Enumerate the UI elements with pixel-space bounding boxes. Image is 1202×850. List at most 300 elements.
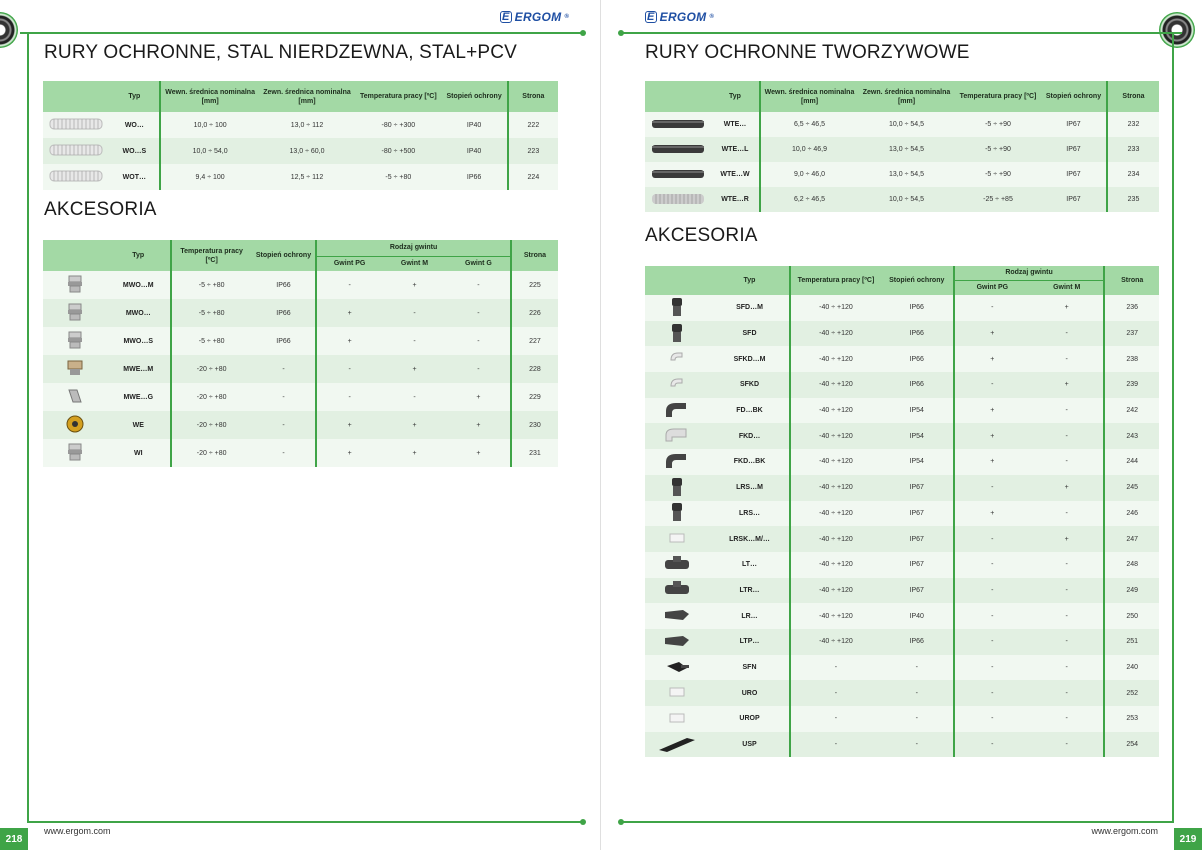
pg-cell: - [954, 295, 1030, 321]
temperature-header: Temperatura pracy [ºC] [955, 81, 1041, 112]
product-image-cell [43, 327, 107, 355]
stop-cell: IP40 [442, 112, 508, 138]
strona-cell: 243 [1104, 423, 1159, 449]
temp-cell: -80 ÷ +500 [355, 138, 441, 164]
m-cell: + [1030, 295, 1104, 321]
typ-cell: SFKD…M [710, 346, 790, 372]
strona-cell: 244 [1104, 449, 1159, 475]
strona-cell: 237 [1104, 321, 1159, 347]
temp-cell: -40 ÷ +120 [790, 501, 881, 527]
footer-rule [27, 821, 583, 823]
strona-cell: 234 [1107, 162, 1159, 187]
pipes-table [43, 81, 558, 190]
zewn-cell: 13,0 ÷ 112 [259, 112, 355, 138]
header-rule [20, 32, 583, 34]
stop-cell: - [881, 732, 954, 758]
product-image-cell [645, 372, 710, 398]
g-cell: - [447, 271, 511, 299]
thread-m-header: Gwint M [1030, 280, 1104, 295]
holder-thumbnail [663, 658, 691, 676]
elbow-gland-thumbnail [65, 386, 85, 408]
table-row [43, 411, 558, 439]
strona-cell: 247 [1104, 526, 1159, 552]
temp-cell: -20 ÷ +80 [171, 383, 252, 411]
cable-gland-icon [1159, 12, 1195, 48]
page-number: 218 [0, 828, 28, 850]
typ-cell: WTE…W [711, 162, 760, 187]
stop-cell: IP66 [881, 321, 954, 347]
metal-gland-thumbnail [65, 302, 85, 324]
zewn-cell: 10,0 ÷ 54,5 [858, 112, 955, 137]
m-cell: - [1030, 321, 1104, 347]
product-image-cell [645, 398, 710, 424]
page-ref-header: Strona [1107, 81, 1159, 112]
table-row [43, 383, 558, 411]
strona-cell: 242 [1104, 398, 1159, 424]
pg-cell: - [954, 552, 1030, 578]
product-image-cell [645, 112, 711, 137]
yellow-gland-thumbnail [65, 414, 85, 436]
strona-cell: 252 [1104, 680, 1159, 706]
table-row [645, 475, 1159, 501]
temp-cell: -5 ÷ +90 [955, 137, 1041, 162]
white-hose-thumbnail [49, 117, 103, 133]
strona-cell: 251 [1104, 629, 1159, 655]
typ-cell: URO [710, 680, 790, 706]
stop-cell: - [252, 411, 316, 439]
product-image-cell [645, 732, 710, 758]
table-row [645, 629, 1159, 655]
g-cell: - [447, 327, 511, 355]
metal-gland-thumbnail [65, 274, 85, 296]
strona-cell: 225 [511, 271, 558, 299]
metal-gland-thumbnail [65, 330, 85, 352]
temp-cell: -5 ÷ +80 [355, 164, 441, 190]
strona-cell: 254 [1104, 732, 1159, 758]
typ-cell: LTP… [710, 629, 790, 655]
typ-cell: LRS…M [710, 475, 790, 501]
m-cell: - [382, 383, 447, 411]
strona-cell: 230 [511, 411, 558, 439]
temp-cell: - [790, 655, 881, 681]
typ-cell: WTE… [711, 112, 760, 137]
typ-cell: WO… [109, 112, 160, 138]
product-image-cell [645, 655, 710, 681]
right-page [601, 0, 1202, 850]
typ-cell: MWE…M [107, 355, 171, 383]
table-row [645, 501, 1159, 527]
page-ref-header: Strona [511, 240, 558, 271]
image-header [43, 240, 107, 271]
thread-type-header: Rodzaj gwintu [316, 240, 511, 256]
temperature-header: Temperatura pracy [ºC] [790, 266, 881, 295]
m-cell: - [1030, 578, 1104, 604]
m-cell: - [382, 327, 447, 355]
table-row [645, 449, 1159, 475]
protection-header: Stopień ochrony [881, 266, 954, 295]
table-row [645, 162, 1159, 187]
light-elbow-thumbnail [664, 425, 690, 447]
table-row [645, 578, 1159, 604]
brand-logo: E ERGOM ® [647, 10, 715, 24]
stop-cell: - [252, 439, 316, 467]
product-image-cell [645, 475, 710, 501]
temp-cell: -20 ÷ +80 [171, 439, 252, 467]
footer-rule-dot [618, 819, 624, 825]
table-row [645, 112, 1159, 137]
temp-cell: -40 ÷ +120 [790, 449, 881, 475]
temp-cell: -40 ÷ +120 [790, 372, 881, 398]
stop-cell: IP66 [881, 372, 954, 398]
wewn-cell: 9,4 ÷ 100 [160, 164, 258, 190]
typ-cell: WE [107, 411, 171, 439]
temp-cell: -40 ÷ +120 [790, 526, 881, 552]
m-cell: - [1030, 732, 1104, 758]
typ-cell: WI [107, 439, 171, 467]
thread-pg-header: Gwint PG [954, 280, 1030, 295]
table-row [43, 355, 558, 383]
stop-cell: - [252, 355, 316, 383]
pg-cell: - [954, 732, 1030, 758]
product-image-cell [43, 411, 107, 439]
strona-cell: 248 [1104, 552, 1159, 578]
product-image-cell [43, 138, 109, 164]
product-image-cell [645, 162, 711, 187]
m-cell: - [1030, 449, 1104, 475]
dark-fitting-thumbnail [669, 476, 685, 500]
product-image-cell [645, 423, 710, 449]
dark-fitting-thumbnail [669, 501, 685, 525]
clip-thumbnail [668, 711, 686, 727]
stop-cell: IP67 [1041, 137, 1107, 162]
typ-cell: LRS… [710, 501, 790, 527]
stop-cell: IP66 [252, 271, 316, 299]
temp-cell: -5 ÷ +80 [171, 327, 252, 355]
typ-cell: FKD…BK [710, 449, 790, 475]
product-image-cell [645, 526, 710, 552]
table-row [645, 137, 1159, 162]
zewn-cell: 12,5 ÷ 112 [259, 164, 355, 190]
pg-cell: - [954, 526, 1030, 552]
website-link[interactable]: www.ergom.com [44, 826, 111, 836]
typ-cell: MWE…G [107, 383, 171, 411]
pg-cell: + [954, 321, 1030, 347]
wewn-cell: 10,0 ÷ 46,9 [760, 137, 858, 162]
grey-hose-thumbnail [651, 193, 705, 207]
strona-cell: 231 [511, 439, 558, 467]
m-cell: - [1030, 706, 1104, 732]
typ-cell: WO…S [109, 138, 160, 164]
wewn-cell: 9,0 ÷ 46,0 [760, 162, 858, 187]
page-number: 219 [1174, 828, 1202, 850]
typ-cell: LR… [710, 603, 790, 629]
stop-cell: - [881, 680, 954, 706]
zewn-cell: 13,0 ÷ 54,5 [858, 137, 955, 162]
m-cell: - [1030, 552, 1104, 578]
temp-cell: -40 ÷ +120 [790, 603, 881, 629]
inner-diameter-header: Wewn. średnica nominalna [mm] [760, 81, 858, 112]
stop-cell: IP66 [252, 327, 316, 355]
typ-cell: MWO… [107, 299, 171, 327]
stop-cell: IP67 [881, 526, 954, 552]
product-image-cell [43, 112, 109, 138]
table-row [645, 552, 1159, 578]
temp-cell: -5 ÷ +90 [955, 162, 1041, 187]
table-row [645, 423, 1159, 449]
m-cell: - [1030, 423, 1104, 449]
dark-elbow-thumbnail [664, 450, 690, 474]
pg-cell: - [954, 655, 1030, 681]
typ-cell: SFD [710, 321, 790, 347]
product-image-cell [645, 706, 710, 732]
pg-cell: + [316, 439, 382, 467]
stop-cell: IP67 [881, 578, 954, 604]
wewn-cell: 6,5 ÷ 46,5 [760, 112, 858, 137]
pg-cell: - [954, 706, 1030, 732]
page-title: RURY OCHRONNE, STAL NIERDZEWNA, STAL+PCV [44, 42, 518, 63]
temp-cell: -40 ÷ +120 [790, 552, 881, 578]
strona-cell: 250 [1104, 603, 1159, 629]
typ-cell: UROP [710, 706, 790, 732]
m-cell: + [1030, 372, 1104, 398]
pg-cell: - [316, 271, 382, 299]
table-row [43, 327, 558, 355]
typ-header: Typ [710, 266, 790, 295]
image-header [43, 81, 109, 112]
black-hose-thumbnail [651, 169, 705, 181]
table-row [43, 164, 558, 190]
stop-cell: IP67 [881, 552, 954, 578]
wewn-cell: 10,0 ÷ 54,0 [160, 138, 258, 164]
thread-pg-header: Gwint PG [316, 256, 382, 271]
product-image-cell [645, 449, 710, 475]
thread-g-header: Gwint G [447, 256, 511, 271]
zewn-cell: 13,0 ÷ 60,0 [259, 138, 355, 164]
temp-cell: -40 ÷ +120 [790, 475, 881, 501]
accessories-table [645, 266, 1159, 757]
stop-cell: IP67 [881, 475, 954, 501]
temp-cell: -40 ÷ +120 [790, 398, 881, 424]
product-image-cell [645, 321, 710, 347]
page-ref-header: Strona [508, 81, 558, 112]
website-link[interactable]: www.ergom.com [1091, 826, 1158, 836]
m-cell: + [382, 271, 447, 299]
temp-cell: - [790, 680, 881, 706]
g-cell: + [447, 383, 511, 411]
dark-tee-thumbnail [663, 554, 691, 576]
product-image-cell [645, 578, 710, 604]
m-cell: + [382, 355, 447, 383]
typ-cell: MWO…M [107, 271, 171, 299]
temp-cell: -40 ÷ +120 [790, 578, 881, 604]
dark-connector-thumbnail [663, 608, 691, 624]
product-image-cell [645, 603, 710, 629]
stop-cell: IP66 [881, 346, 954, 372]
strona-cell: 228 [511, 355, 558, 383]
light-fitting-thumbnail [668, 350, 686, 368]
product-image-cell [43, 164, 109, 190]
g-cell: + [447, 439, 511, 467]
stop-cell: IP67 [1041, 187, 1107, 212]
temperature-header: Temperatura pracy [ºC] [355, 81, 441, 112]
page-ref-header: Strona [1104, 266, 1159, 295]
product-image-cell [645, 137, 711, 162]
stop-cell: IP54 [881, 398, 954, 424]
header-rule [619, 32, 1182, 34]
strona-cell: 227 [511, 327, 558, 355]
product-image-cell [645, 552, 710, 578]
pg-cell: - [954, 475, 1030, 501]
product-image-cell [645, 295, 710, 321]
typ-cell: USP [710, 732, 790, 758]
table-row [43, 112, 558, 138]
table-row [645, 655, 1159, 681]
temp-cell: - [790, 732, 881, 758]
accessories-table-body [43, 271, 558, 467]
strona-cell: 233 [1107, 137, 1159, 162]
table-row [43, 439, 558, 467]
strona-cell: 226 [511, 299, 558, 327]
wewn-cell: 6,2 ÷ 46,5 [760, 187, 858, 212]
footer-rule [619, 821, 1174, 823]
stop-cell: IP66 [881, 295, 954, 321]
product-image-cell [645, 680, 710, 706]
strona-cell: 235 [1107, 187, 1159, 212]
typ-cell: FD…BK [710, 398, 790, 424]
table-row [645, 321, 1159, 347]
m-cell: - [1030, 346, 1104, 372]
strona-cell: 246 [1104, 501, 1159, 527]
product-image-cell [645, 187, 711, 212]
stop-cell: - [252, 383, 316, 411]
m-cell: - [1030, 501, 1104, 527]
strona-cell: 240 [1104, 655, 1159, 681]
temp-cell: -20 ÷ +80 [171, 411, 252, 439]
pg-cell: + [954, 398, 1030, 424]
footer-rule-dot [580, 819, 586, 825]
typ-cell: WOT… [109, 164, 160, 190]
table-row [645, 526, 1159, 552]
dark-connector-thumbnail [663, 634, 691, 650]
stop-cell: IP40 [442, 138, 508, 164]
pg-cell: + [954, 501, 1030, 527]
pg-cell: + [954, 346, 1030, 372]
typ-cell: LT… [710, 552, 790, 578]
typ-cell: SFKD [710, 372, 790, 398]
m-cell: - [1030, 655, 1104, 681]
strip-thumbnail [657, 736, 697, 754]
temp-cell: -40 ÷ +120 [790, 423, 881, 449]
product-image-cell [43, 355, 107, 383]
header-rule-dot [580, 30, 586, 36]
temp-cell: -40 ÷ +120 [790, 346, 881, 372]
table-row [645, 706, 1159, 732]
zewn-cell: 13,0 ÷ 54,5 [858, 162, 955, 187]
pg-cell: - [316, 355, 382, 383]
temp-cell: -5 ÷ +80 [171, 299, 252, 327]
image-header [645, 81, 711, 112]
typ-cell: LRSK…M/… [710, 526, 790, 552]
pg-cell: + [954, 449, 1030, 475]
temp-cell: -80 ÷ +300 [355, 112, 441, 138]
clip-thumbnail [668, 531, 686, 547]
temp-cell: -5 ÷ +80 [171, 271, 252, 299]
strona-cell: 239 [1104, 372, 1159, 398]
pg-cell: + [316, 327, 382, 355]
table-row [645, 680, 1159, 706]
black-hose-thumbnail [651, 144, 705, 156]
typ-cell: WTE…R [711, 187, 760, 212]
stop-cell: IP54 [881, 449, 954, 475]
table-row [645, 603, 1159, 629]
product-image-cell [645, 629, 710, 655]
typ-header: Typ [109, 81, 160, 112]
table-row [645, 346, 1159, 372]
g-cell: + [447, 411, 511, 439]
m-cell: - [1030, 680, 1104, 706]
temp-cell: - [790, 706, 881, 732]
thread-m-header: Gwint M [382, 256, 447, 271]
pg-cell: - [954, 629, 1030, 655]
strona-cell: 238 [1104, 346, 1159, 372]
page-title: RURY OCHRONNE TWORZYWOWE [645, 42, 970, 63]
m-cell: + [382, 439, 447, 467]
typ-cell: FKD… [710, 423, 790, 449]
m-cell: + [1030, 475, 1104, 501]
m-cell: + [382, 411, 447, 439]
table-row [645, 732, 1159, 758]
accessories-table-body [645, 295, 1159, 757]
table-row [645, 187, 1159, 212]
typ-cell: WTE…L [711, 137, 760, 162]
typ-cell: SFN [710, 655, 790, 681]
accessories-title: AKCESORIA [44, 199, 157, 220]
table-row [43, 138, 558, 164]
dark-fitting-thumbnail [669, 322, 685, 346]
accessories-table [43, 240, 558, 467]
product-image-cell [43, 439, 107, 467]
m-cell: - [1030, 629, 1104, 655]
protection-header: Stopień ochrony [1041, 81, 1107, 112]
stop-cell: IP66 [881, 629, 954, 655]
outer-diameter-header: Zewn. średnica nominalna [mm] [259, 81, 355, 112]
clip-thumbnail [668, 685, 686, 701]
product-image-cell [43, 271, 107, 299]
table-row [645, 295, 1159, 321]
brand-logo: E ERGOM ® [502, 10, 570, 24]
pg-cell: + [954, 423, 1030, 449]
thread-type-header: Rodzaj gwintu [954, 266, 1105, 280]
pg-cell: - [316, 383, 382, 411]
g-cell: - [447, 299, 511, 327]
dark-tee-thumbnail [663, 579, 691, 601]
typ-header: Typ [107, 240, 171, 271]
m-cell: - [1030, 398, 1104, 424]
black-hose-thumbnail [651, 119, 705, 131]
strona-cell: 249 [1104, 578, 1159, 604]
wewn-cell: 10,0 ÷ 100 [160, 112, 258, 138]
outer-diameter-header: Zewn. średnica nominalna [mm] [858, 81, 955, 112]
strona-cell: 232 [1107, 112, 1159, 137]
table-row [43, 299, 558, 327]
table-row [645, 398, 1159, 424]
m-cell: - [382, 299, 447, 327]
image-header [645, 266, 710, 295]
pg-cell: - [954, 680, 1030, 706]
temperature-header: Temperatura pracy [ºC] [171, 240, 252, 271]
temp-cell: -40 ÷ +120 [790, 321, 881, 347]
accessories-title: AKCESORIA [645, 225, 758, 246]
